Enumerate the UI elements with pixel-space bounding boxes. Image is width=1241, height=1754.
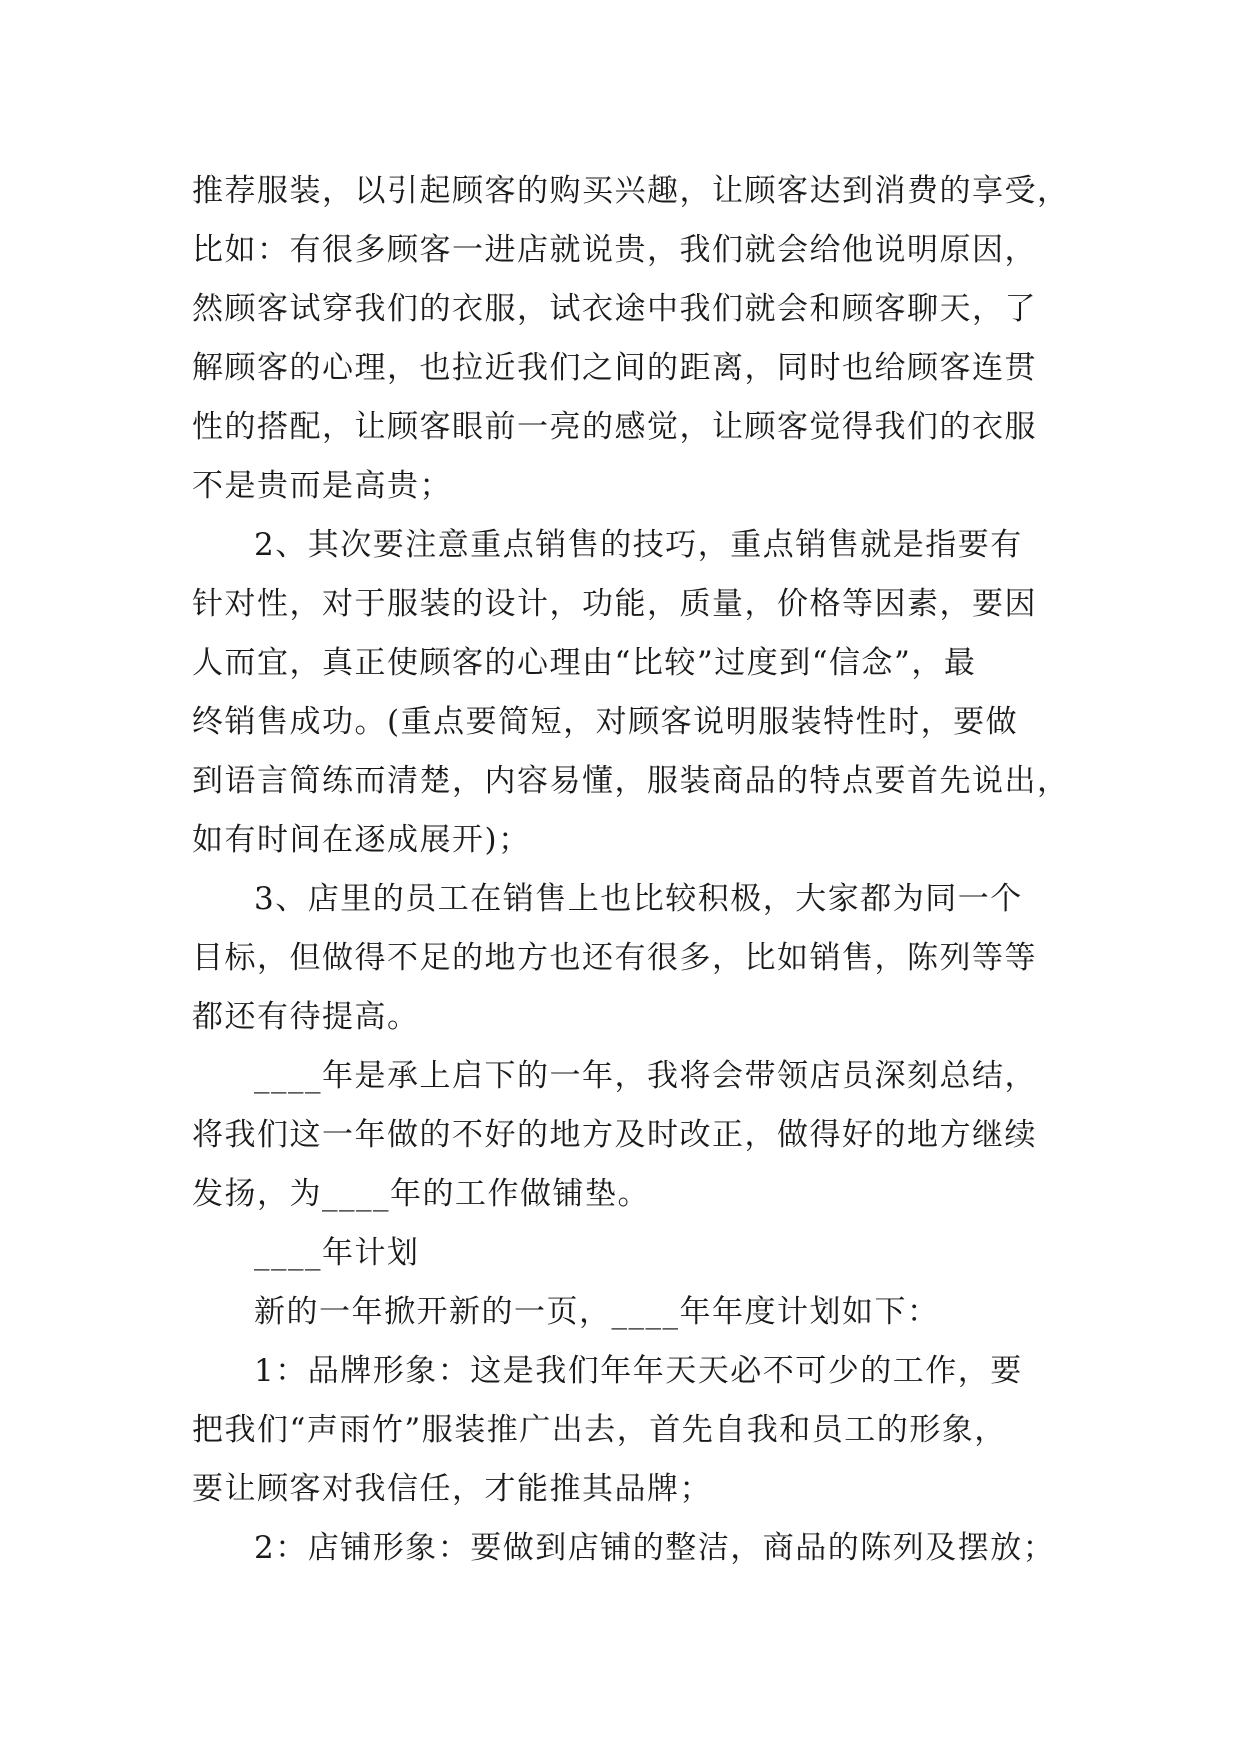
text-line: ____年是承上启下的一年，我将会带领店员深刻总结， [254, 1058, 1037, 1094]
text-line: 把我们“声雨竹”服装推广出去，首先自我和员工的形象， [192, 1412, 1007, 1448]
text-line: 终销售成功。(重点要简短，对顾客说明服装特性时，要做 [192, 704, 1019, 740]
text-line: 将我们这一年做的不好的地方及时改正，做得好的地方继续 [192, 1117, 1037, 1153]
text-line: 如有时间在逐成展开)； [192, 822, 531, 858]
document-body [192, 162, 1070, 1578]
text-line: 2：店铺形象：要做到店铺的整洁，商品的陈列及摆放； [254, 1530, 1056, 1566]
section-heading: ____年计划 [254, 1235, 420, 1271]
text-line: 比如：有很多顾客一进店就说贵，我们就会给他说明原因， [192, 232, 1037, 268]
text-line: 不是贵而是高贵； [192, 468, 452, 504]
text-line: 发扬，为____年的工作做铺垫。 [192, 1176, 650, 1212]
text-line: 人而宜，真正使顾客的心理由“比较”过度到“信念”，最 [192, 645, 977, 681]
text-line: 到语言简练而清楚，内容易懂，服装商品的特点要首先说出， [192, 763, 1070, 799]
text-line: 解顾客的心理，也拉近我们之间的距离，同时也给顾客连贯 [192, 350, 1037, 386]
text-line: 1：品牌形象：这是我们年年天天必不可少的工作，要 [254, 1353, 1023, 1389]
text-line: 3、店里的员工在销售上也比较积极，大家都为同一个 [254, 881, 1023, 917]
text-line: 然顾客试穿我们的衣服，试衣途中我们就会和顾客聊天，了 [192, 291, 1037, 327]
text-line: 2、其次要注意重点销售的技巧，重点销售就是指要有 [254, 527, 1023, 563]
text-line: 要让顾客对我信任，才能推其品牌； [192, 1471, 712, 1507]
text-line: 推荐服装，以引起顾客的购买兴趣，让顾客达到消费的享受， [192, 173, 1070, 209]
text-line: 性的搭配，让顾客眼前一亮的感觉，让顾客觉得我们的衣服 [192, 409, 1037, 445]
text-line: 针对性，对于服装的设计，功能，质量，价格等因素，要因 [192, 586, 1037, 622]
text-line: 新的一年掀开新的一页，____年年度计划如下： [254, 1294, 940, 1330]
text-line: 都还有待提高。 [192, 999, 420, 1035]
text-line: 目标，但做得不足的地方也还有很多，比如销售，陈列等等 [192, 940, 1037, 976]
